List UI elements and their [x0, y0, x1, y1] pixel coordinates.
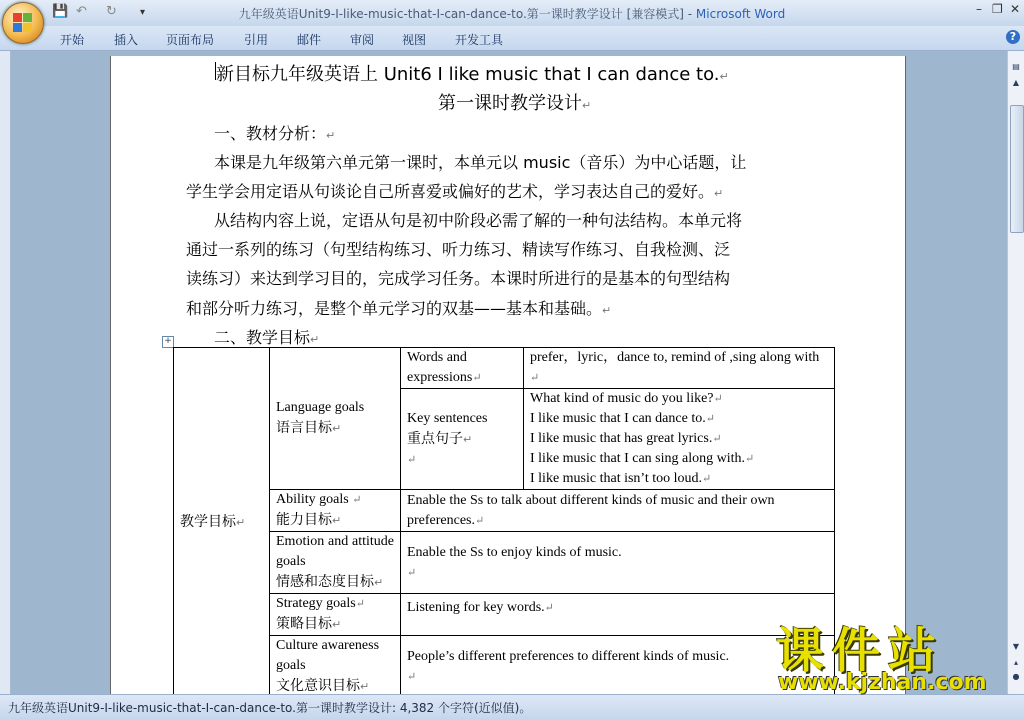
para2-line4[interactable]	[186, 296, 611, 319]
watermark-url: www.kjzhan.com	[778, 670, 987, 695]
paragraph-mark: ↵	[407, 566, 417, 579]
paragraph-mark: ↵	[475, 514, 485, 527]
title-line-text: 新目标九年级英语上 Unit6 I like music that I can dance to.	[216, 64, 720, 85]
paragraph-mark: ↵	[374, 576, 384, 589]
paragraph-mark: ↵	[745, 453, 755, 465]
status-bar	[0, 694, 1024, 719]
status-bar-text: 九年级英语Unit9-I-like-music-that-I-can-dance-to.第一课时教学设计: 4,382 个字符(近似值)。	[8, 701, 532, 715]
help-icon[interactable]: ?	[1006, 30, 1020, 44]
ability-goals-label-cn: 能力目标	[276, 512, 332, 528]
close-button[interactable]: ✕	[1010, 2, 1021, 16]
sentence-text: What kind of music do you like?	[530, 391, 714, 406]
paragraph-mark: ↵	[332, 514, 342, 527]
tab-review[interactable]: 审阅	[350, 33, 375, 47]
ability-goals-label-en: Ability goals	[276, 492, 349, 507]
ability-goals-value-cell[interactable]	[401, 490, 835, 532]
section1-heading[interactable]	[214, 121, 335, 144]
section2-heading-text: 二、教学目标	[214, 328, 311, 347]
culture-goals-label-en: Culture awareness goals	[276, 638, 380, 673]
tab-references[interactable]: 引用	[244, 33, 269, 47]
undo-icon[interactable]: ↶	[76, 4, 87, 19]
ribbon-tab-bar	[0, 26, 1024, 51]
paragraph-mark: ↵	[582, 99, 592, 112]
scroll-up-icon[interactable]: ▲	[1012, 78, 1020, 87]
para1-line2[interactable]	[186, 179, 723, 202]
sentences-label-cell[interactable]	[401, 389, 524, 490]
emotion-goals-label-en: Emotion and attitude goals	[276, 534, 394, 569]
document-subtitle[interactable]	[438, 89, 591, 115]
words-label: Words and expressions	[407, 350, 473, 385]
sentence-line	[530, 469, 828, 489]
sentences-label-cn: 重点句子	[407, 430, 463, 447]
culture-goals-label-cn: 文化意识目标	[276, 678, 360, 694]
sentence-text: I like music that isn’t too loud.	[530, 471, 703, 486]
previous-page-icon[interactable]: ▴	[1013, 658, 1018, 667]
para1-line1[interactable]: 本课是九年级第六单元第一课时，本单元以 music（音乐）为中心话题，让	[214, 153, 747, 172]
emotion-goals-label-cn: 情感和态度目标	[276, 574, 374, 590]
paragraph-mark: ↵	[360, 680, 370, 693]
paragraph-mark: ↵	[407, 670, 417, 683]
paragraph-mark: ↵	[332, 422, 342, 435]
para2-line1[interactable]: 从结构内容上说，定语从句是初中阶段必需了解的一种句法结构。本单元将	[214, 211, 743, 230]
vertical-ruler	[0, 51, 11, 694]
paragraph-mark: ↵	[530, 372, 540, 384]
language-goals-label-en: Language goals	[276, 400, 365, 415]
watermark-title: 课件站	[776, 623, 945, 679]
words-value: prefer，lyric，dance to, remind of ,sing along with	[530, 350, 820, 365]
window-title	[0, 5, 1024, 22]
paragraph-mark: ↵	[705, 413, 715, 425]
culture-goals-label-cell[interactable]	[270, 636, 401, 698]
app-name: Microsoft Word	[695, 7, 786, 21]
sentence-line	[530, 449, 828, 469]
emotion-goals-value: Enable the Ss to enjoy kinds of music.	[407, 544, 622, 560]
tab-mailings[interactable]: 邮件	[297, 33, 322, 47]
paragraph-mark: ↵	[332, 618, 342, 631]
para2-line3[interactable]: 读练习）来达到学习目的，完成学习任务。本课时所进行的是基本的句型结构	[186, 269, 731, 288]
culture-goals-value: People’s different preferences to different kinds of music.	[407, 648, 730, 664]
tab-insert[interactable]: 插入	[114, 33, 139, 47]
paragraph-mark: ↵	[326, 129, 336, 142]
browse-object-icon[interactable]: ●	[1012, 672, 1020, 681]
paragraph-mark: ↵	[236, 516, 246, 529]
title-bar	[0, 0, 1024, 26]
restore-button[interactable]: ❐	[992, 2, 1003, 16]
sentences-label-en: Key sentences	[407, 410, 488, 426]
language-goals-label-cn: 语言目标	[276, 420, 332, 436]
tab-view[interactable]: 视图	[402, 33, 427, 47]
tab-developer[interactable]: 开发工具	[455, 33, 504, 47]
goals-main-label-cell[interactable]	[174, 348, 270, 698]
para2-line2[interactable]: 通过一系列的练习（句型结构练习、听力练习、精读写作练习、自我检测、泛	[186, 240, 731, 259]
sentences-value-cell[interactable]	[524, 389, 835, 490]
paragraph-mark: ↵	[463, 432, 473, 446]
tab-page-layout[interactable]: 页面布局	[166, 33, 215, 47]
sentence-text: I like music that I can sing along with.	[530, 451, 746, 466]
strategy-goals-value: Listening for key words.	[407, 599, 545, 615]
paragraph-mark: ↵	[702, 473, 712, 485]
title-separator: -	[683, 7, 696, 21]
goals-main-label: 教学目标	[180, 514, 236, 530]
tab-home[interactable]: 开始	[60, 33, 85, 47]
sentence-line	[530, 409, 828, 429]
subtitle-text: 第一课时教学设计	[438, 93, 582, 114]
words-label-cell[interactable]	[401, 348, 524, 389]
document-title: 九年级英语Unit9-I-like-music-that-I-can-dance-to.第一课时教学设计 [兼容模式]	[238, 7, 684, 21]
minimize-button[interactable]: –	[976, 2, 982, 16]
paragraph-mark: ↵	[355, 598, 365, 610]
paragraph-mark: ↵	[714, 187, 724, 200]
ability-goals-label-cell[interactable]	[270, 490, 401, 532]
teaching-goals-table[interactable]	[173, 347, 835, 698]
strategy-goals-label-cell[interactable]	[270, 594, 401, 636]
sentence-text: I like music that has great lyrics.	[530, 431, 713, 446]
section2-heading[interactable]	[214, 325, 319, 348]
table-move-handle[interactable]: +	[162, 336, 174, 348]
strategy-goals-label-en: Strategy goals	[276, 596, 356, 611]
sentence-line	[530, 429, 828, 449]
emotion-goals-value-cell[interactable]	[401, 532, 835, 594]
save-icon[interactable]: 💾	[52, 4, 69, 19]
office-button[interactable]	[2, 2, 44, 44]
vertical-scrollbar[interactable]	[1007, 51, 1024, 694]
sentence-line	[530, 389, 828, 409]
ability-goals-value: Enable the Ss to talk about different kinds of music and their own preferences.	[407, 492, 775, 528]
emotion-goals-label-cell[interactable]	[270, 532, 401, 594]
paragraph-mark: ↵	[407, 453, 417, 466]
section1-heading-text: 一、教材分析：	[214, 124, 327, 143]
office-logo-icon	[13, 13, 33, 33]
paragraph-mark: ↵	[713, 393, 723, 405]
paragraph-mark: ↵	[602, 304, 612, 317]
customize-quick-access-icon[interactable]: ▾	[140, 7, 146, 18]
paragraph-mark: ↵	[310, 333, 320, 346]
para2-line4-text: 和部分听力练习，是整个单元学习的双基——基本和基础。	[186, 299, 603, 318]
paragraph-mark: ↵	[712, 433, 722, 445]
language-goals-label-cell[interactable]	[270, 348, 401, 490]
redo-icon[interactable]: ↻	[106, 4, 117, 19]
scroll-down-icon[interactable]: ▼	[1012, 642, 1020, 651]
para1-line2-text: 学生学会用定语从句谈论自己所喜爱或偏好的艺术，学习表达自己的爱好。	[186, 182, 715, 201]
words-value-cell[interactable]	[524, 348, 835, 389]
scrollbar-thumb[interactable]	[1010, 105, 1024, 233]
paragraph-mark: ↵	[352, 494, 362, 506]
sentence-text: I like music that I can dance to.	[530, 411, 706, 426]
ruler-toggle-icon[interactable]: ▤	[1012, 62, 1020, 71]
paragraph-mark: ↵	[544, 601, 554, 614]
document-title-line[interactable]	[216, 60, 729, 86]
paragraph-mark: ↵	[719, 70, 729, 83]
strategy-goals-label-cn: 策略目标	[276, 616, 332, 632]
kjzhan-watermark-logo	[770, 612, 1002, 694]
paragraph-mark: ↵	[472, 372, 482, 384]
